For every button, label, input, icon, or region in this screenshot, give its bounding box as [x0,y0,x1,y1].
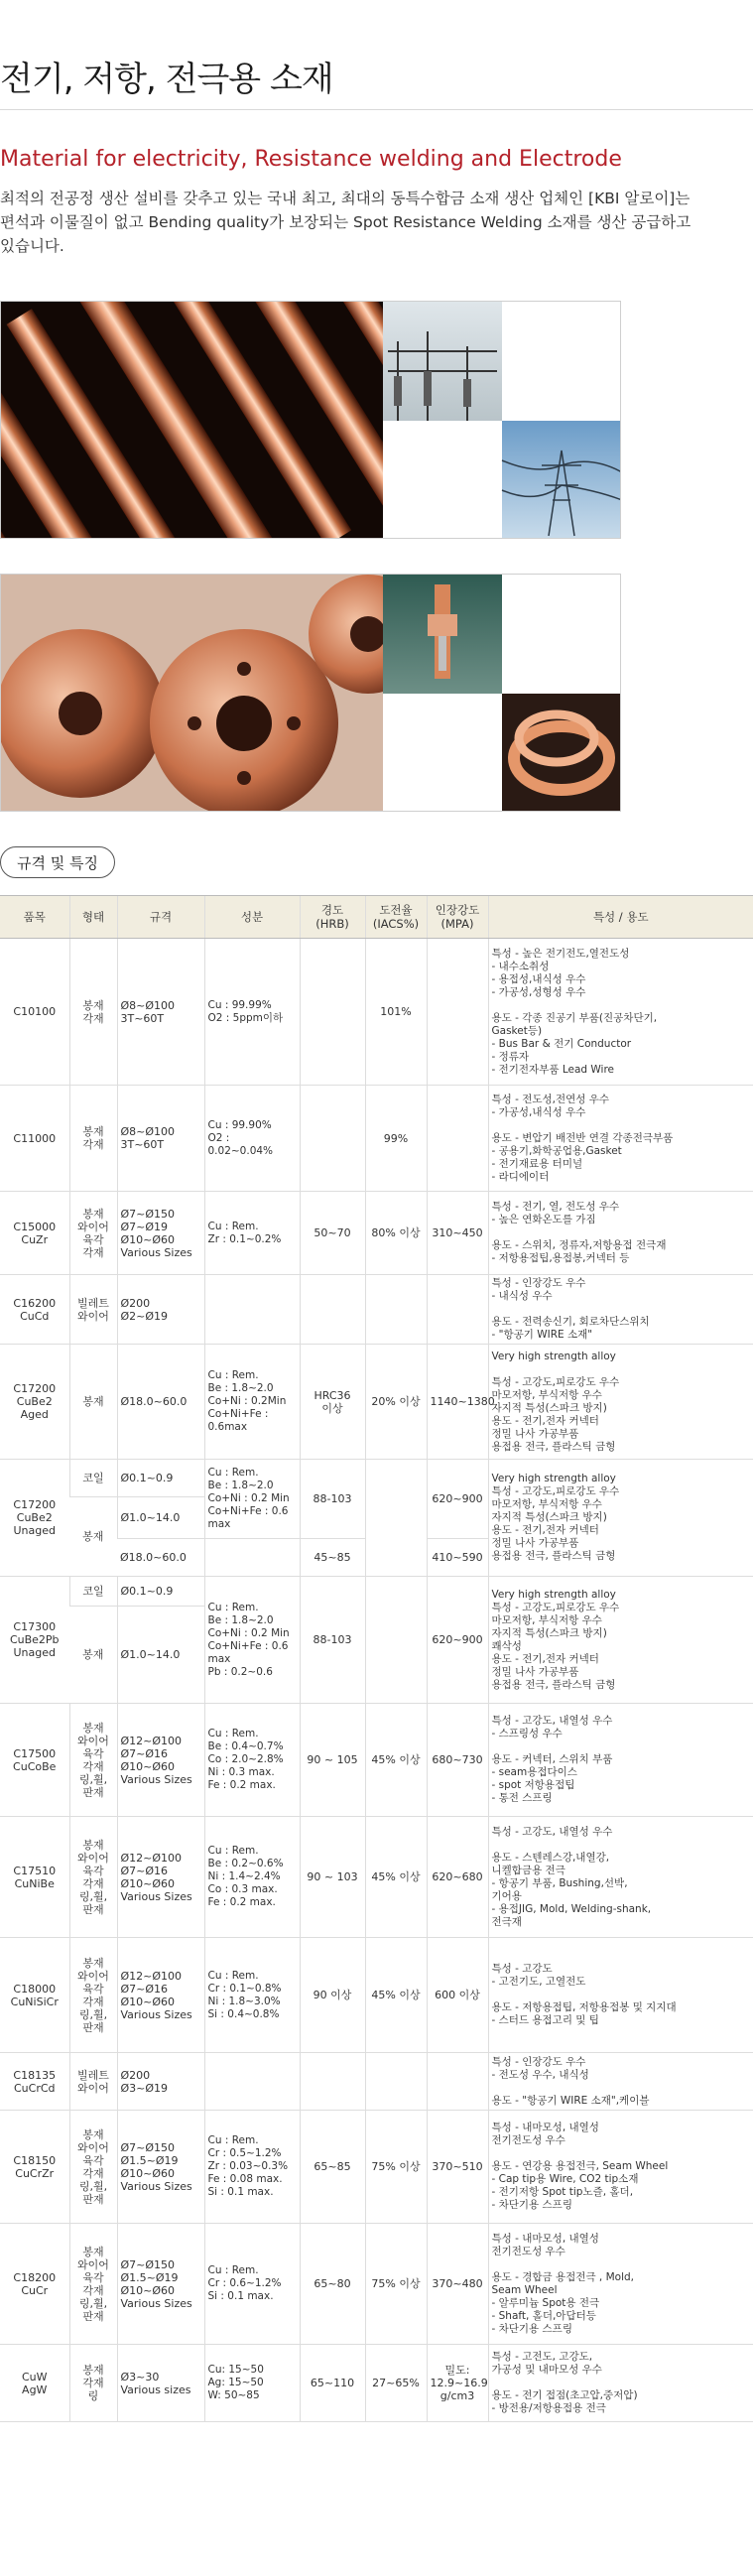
cell-tensile: 620~680 [427,1817,488,1938]
cell-spec: Ø3~30 Various sizes [117,2345,204,2422]
cell-spec: Ø18.0~60.0 [117,1345,204,1460]
cell-spec: Ø7~Ø150 Ø7~Ø19 Ø10~Ø60 Various Sizes [117,1192,204,1275]
cell-hardness: 65~80 [300,2224,365,2345]
table-row [0,1086,753,1192]
cell-features: 특성 - 전기, 열, 전도성 우수 - 높은 연화온도를 가짐 용도 - 스위치, 정류자,저항용접 전극재 - 저항용접팁,용접봉,커넥터 등 [488,1192,753,1275]
cell-spec: Ø8~Ø100 3T~60T [117,1086,204,1192]
cell-spec: Ø8~Ø100 3T~60T [117,939,204,1086]
cell-tensile: 370~480 [427,2224,488,2345]
cell-tensile: 680~730 [427,1704,488,1817]
cell-spec: Ø7~Ø150 Ø1.5~Ø19 Ø10~Ø60 Various Sizes [117,2224,204,2345]
cell-tensile: 620~900 [427,1577,488,1704]
cell-form: 코일 [69,1460,117,1497]
cell-form: 봉재 와이어 육각 각재 링,휠, 판재 [69,2111,117,2224]
cell-hardness: 90 ~ 105 [300,1704,365,1817]
table-row [0,1460,753,1497]
cell-composition: Cu : Rem. Cr : 0.1~0.8% Ni : 1.8~3.0% Si : 0.4~0.8% [204,1938,300,2053]
cell-grade: C18135 CuCrCd [0,2053,69,2111]
cell-spec: Ø12~Ø100 Ø7~Ø16 Ø10~Ø60 Various Sizes [117,1704,204,1817]
cell-form: 봉재 각재 링 [69,2345,117,2422]
cell-composition: Cu : Rem. Cr : 0.5~1.2% Zr : 0.03~0.3% Fe : 0.08 max. Si : 0.1 max. [204,2111,300,2224]
cell-spec: Ø0.1~0.9 [117,1460,204,1497]
table-row [0,1275,753,1345]
col-header-hardness: 경도 (HRB) [300,896,365,939]
cell-form: 봉재 각재 [69,939,117,1086]
cell-spec: Ø7~Ø150 Ø1.5~Ø19 Ø10~Ø60 Various Sizes [117,2111,204,2224]
cell-tensile: 310~450 [427,1192,488,1275]
cell-grade: C10100 [0,939,69,1086]
product-photo-wheels [0,574,621,812]
cell-hardness: 65~85 [300,2111,365,2224]
cell-tensile [427,939,488,1086]
product-photo-rods [0,301,621,539]
cell-grade: C15000 CuZr [0,1192,69,1275]
page-title: 전기, 저항, 전극용 소재 [0,60,333,99]
table-row [0,1577,753,1607]
col-header-composition: 성분 [204,896,300,939]
cell-composition: Cu: 15~50 Ag: 15~50 W: 50~85 [204,2345,300,2422]
cell-hardness [300,1086,365,1192]
cell-hardness [300,1275,365,1345]
table-header-row [0,896,753,939]
cell-form: 봉재 와이어 육각 각재 [69,1192,117,1275]
cell-composition: Cu : Rem. Be : 1.8~2.0 Co+Ni : 0.2Min Co+Ni+Fe : 0.6max [204,1345,300,1460]
table-row [0,1192,753,1275]
table-row [0,2053,753,2111]
cell-composition: Cu : 99.90% O2 : 0.02~0.04% [204,1086,300,1192]
cell-features: 특성 - 내마모성, 내열성 전기전도성 우수 용도 - 연강용 용접전극, Seam Wheel - Cap tip용 Wire, CO2 tip소재 - 전기저항 Spot tip노즐, 홀더, - 차단기용 스프링 [488,2111,753,2224]
cell-form: 봉재 와이어 육각 각재 링,휠, 판재 [69,1817,117,1938]
cell-spec: Ø0.1~0.9 [117,1577,204,1607]
cell-features: 특성 - 내마모성, 내열성 전기전도성 우수 용도 - 경합금 용접전극 , Mold, Seam Wheel - 알루미늄 Spot용 전극 - Shaft, 홀더,아답터등 - 차단기용 스프링 [488,2224,753,2345]
cell-tensile: 370~510 [427,2111,488,2224]
table-row [0,1704,753,1817]
cell-conductivity: 45% 이상 [365,1938,427,2053]
cell-hardness: 50~70 [300,1192,365,1275]
cell-hardness: 90 ~ 103 [300,1817,365,1938]
cell-composition: Cu : Rem. Be : 0.4~0.7% Co : 2.0~2.8% Ni : 0.3 max. Fe : 0.2 max. [204,1704,300,1817]
cell-composition [204,1539,300,1577]
cell-spec: Ø12~Ø100 Ø7~Ø16 Ø10~Ø60 Various Sizes [117,1938,204,2053]
cell-form: 빌레트 와이어 [69,2053,117,2111]
cell-composition: Cu : Rem. Cr : 0.6~1.2% Si : 0.1 max. [204,2224,300,2345]
cell-conductivity: 75% 이상 [365,2224,427,2345]
cell-hardness: 88-103 [300,1577,365,1704]
cell-composition: Cu : 99.99% O2 : 5ppm이하 [204,939,300,1086]
cell-tensile: 1140~1380 [427,1345,488,1460]
cell-composition: Cu : Rem. Be : 1.8~2.0 Co+Ni : 0.2 Min Co+Ni+Fe : 0.6 max Pb : 0.2~0.6 [204,1577,300,1704]
cell-features: 특성 - 높은 전기전도,열전도성 - 내수소취성 - 용접성,내식성 우수 - 가공성,성형성 우수 용도 - 각종 진공기 부품(진공차단기, Gasket등) - Bus Bar & 전기 Conductor - 정류자 - 전기전자부품 Lead Wire [488,939,753,1086]
cell-grade: C17200 CuBe2 Aged [0,1345,69,1460]
cell-grade: C17500 CuCoBe [0,1704,69,1817]
cell-spec: Ø1.0~14.0 [117,1497,204,1539]
spec-table [0,895,753,2422]
cell-conductivity: 75% 이상 [365,2111,427,2224]
cell-features: Very high strength alloy 특성 - 고강도,피로강도 우수 마모저항, 부식저항 우수 자지적 특성(스파크 방지) 용도 - 전기,전자 커넥터 정밀 나사 가공부품 용접용 전극, 플라스틱 금형 [488,1345,753,1460]
intro-text: 최적의 전공정 생산 설비를 갖추고 있는 국내 최고, 최대의 동특수합금 소재 생산 업체인 [KBI 알로이]는 편석과 이물질이 없고 Bending quality가 보장되는 Spot Resistance Welding 소재를 생산 공급하고 있습니다. [0,190,691,255]
cell-features: 특성 - 고강도 - 고전기도, 고열전도 용도 - 저항용접팁, 저항용접봉 및 지지대 - 스터드 용접고리 및 팁 [488,1938,753,2053]
cell-hardness: 65~110 [300,2345,365,2422]
cell-composition [204,1275,300,1345]
cell-composition [204,2053,300,2111]
cell-form: 봉재 와이어 육각 각재 링,휠, 판재 [69,1938,117,2053]
cell-conductivity: 27~65% [365,2345,427,2422]
cell-spec: Ø12~Ø100 Ø7~Ø16 Ø10~Ø60 Various Sizes [117,1817,204,1938]
cell-grade: C17510 CuNiBe [0,1817,69,1938]
cell-form: 봉재 와이어 육각 각재 링,휠, 판재 [69,2224,117,2345]
cell-spec: Ø1.0~14.0 [117,1607,204,1704]
cell-grade: C17200 CuBe2 Unaged [0,1460,69,1577]
table-row [0,1817,753,1938]
cell-hardness [300,939,365,1086]
cell-form: 봉재 [69,1345,117,1460]
cell-tensile [427,1086,488,1192]
cell-grade: C16200 CuCd [0,1275,69,1345]
cell-conductivity: 45% 이상 [365,1704,427,1817]
cell-features: Very high strength alloy 특성 - 고강도,피로강도 우수 마모저항, 부식저항 우수 자지적 특성(스파크 방지) 쾌삭성 용도 - 전기,전자 커넥터 정밀 나사 가공부품 용접용 전극, 플라스틱 금형 [488,1577,753,1704]
cell-composition: Cu : Rem. Zr : 0.1~0.2% [204,1192,300,1275]
cell-grade: C18150 CuCrZr [0,2111,69,2224]
cell-composition: Cu : Rem. Be : 1.8~2.0 Co+Ni : 0.2 Min Co+Ni+Fe : 0.6 max [204,1460,300,1539]
cell-form: 봉재 [69,1607,117,1704]
cell-conductivity [365,1275,427,1345]
cell-features: 특성 - 인장강도 우수 - 전도성 우수, 내식성 용도 - "항공기 WIRE 소재",케이블 [488,2053,753,2111]
col-header-grade: 품목 [0,896,69,939]
section-subtitle: Material for electricity, Resistance welding and Electrode [0,147,622,172]
cell-grade: C17300 CuBe2Pb Unaged [0,1577,69,1704]
cell-features: 특성 - 고강도, 내열성 우수 용도 - 스텐레스강,내열강, 니켈합금용 전극 - 항공기 부품, Bushing,선박, 기어용 - 용접JIG, Mold, Welding-shank, 전극재 [488,1817,753,1938]
spec-features-tab[interactable]: 규격 및 특징 [0,846,115,878]
cell-tensile: 620~900 [427,1460,488,1539]
table-row [0,1938,753,2053]
cell-conductivity [365,1460,427,1577]
cell-form: 봉재 [69,1497,117,1577]
table-row [0,939,753,1086]
col-header-spec: 규격 [117,896,204,939]
cell-hardness: HRC36 이상 [300,1345,365,1460]
col-header-features: 특성 / 용도 [488,896,753,939]
cell-hardness: 90 이상 [300,1938,365,2053]
cell-tensile: 410~590 [427,1539,488,1577]
cell-conductivity: 101% [365,939,427,1086]
cell-grade: C11000 [0,1086,69,1192]
cell-features: 특성 - 고강도, 내열성 우수 - 스프링성 우수 용도 - 커넥터, 스위치 부품 - seam용접다이스 - spot 저항용접팁 - 통전 스프링 [488,1704,753,1817]
table-row [0,2111,753,2224]
col-header-tensile: 인장강도 (MPA) [427,896,488,939]
table-row [0,1345,753,1460]
col-header-conductivity: 도전율 (IACS%) [365,896,427,939]
cell-spec: Ø18.0~60.0 [117,1539,204,1577]
cell-features: 특성 - 인장강도 우수 - 내식성 우수 용도 - 전력송신기, 회로차단스위치 - "항공기 WIRE 소재" [488,1275,753,1345]
cell-conductivity: 80% 이상 [365,1192,427,1275]
cell-features: Very high strength alloy 특성 - 고강도,피로강도 우수 마모저항, 부식저항 우수 자지적 특성(스파크 방지) 용도 - 전기,전자 커넥터 정밀 나사 가공부품 용접용 전극, 플라스틱 금형 [488,1460,753,1577]
cell-form: 봉재 각재 [69,1086,117,1192]
cell-form: 빌레트 와이어 [69,1275,117,1345]
cell-tensile [427,2053,488,2111]
cell-grade: C18200 CuCr [0,2224,69,2345]
cell-features: 특성 - 고전도, 고강도, 가공성 및 내마모성 우수 용도 - 전기 접점(초고압,중저압) - 방전용/저항용접용 전극 [488,2345,753,2422]
cell-spec: Ø200 Ø3~Ø19 [117,2053,204,2111]
cell-conductivity [365,1577,427,1704]
cell-hardness: 45~85 [300,1539,365,1577]
cell-conductivity: 20% 이상 [365,1345,427,1460]
table-row [0,2345,753,2422]
col-header-form: 형태 [69,896,117,939]
cell-conductivity: 99% [365,1086,427,1192]
cell-tensile [427,1275,488,1345]
cell-conductivity: 45% 이상 [365,1817,427,1938]
cell-composition: Cu : Rem. Be : 0.2~0.6% Ni : 1.4~2.4% Co : 0.3 max. Fe : 0.2 max. [204,1817,300,1938]
cell-grade: C18000 CuNiSiCr [0,1938,69,2053]
cell-spec: Ø200 Ø2~Ø19 [117,1275,204,1345]
cell-features: 특성 - 전도성,전연성 우수 - 가공성,내식성 우수 용도 - 변압기 배전반 연결 각종전극부품 - 공용기,화학공업용,Gasket - 전기재료용 터미널 - 라디에이터 [488,1086,753,1192]
cell-hardness: 88-103 [300,1460,365,1539]
cell-conductivity [365,2053,427,2111]
cell-form: 코일 [69,1577,117,1607]
table-row [0,2224,753,2345]
cell-tensile: 밀도: 12.9~16.9 g/cm3 [427,2345,488,2422]
cell-tensile: 600 이상 [427,1938,488,2053]
title-divider [0,109,753,110]
cell-form: 봉재 와이어 육각 각재 링,휠, 판재 [69,1704,117,1817]
cell-hardness [300,2053,365,2111]
cell-grade: CuW AgW [0,2345,69,2422]
